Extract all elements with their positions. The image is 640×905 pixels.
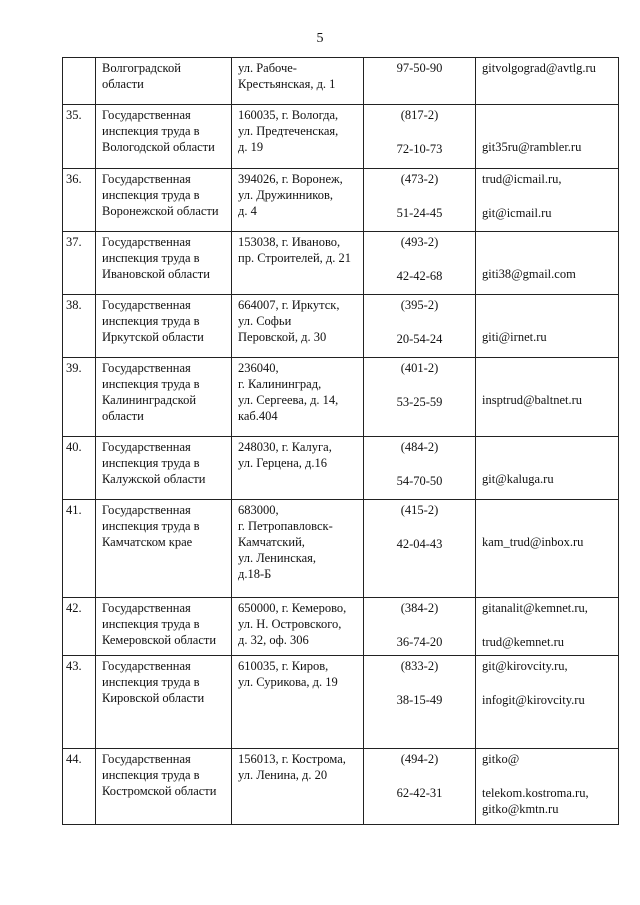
inspection-name-line: Иркутской области bbox=[102, 330, 204, 344]
inspection-name bbox=[96, 749, 232, 825]
inspection-email bbox=[476, 232, 619, 295]
inspection-name-line: Костромской области bbox=[102, 784, 217, 798]
inspection-address-line: ул. Софьи bbox=[238, 314, 292, 328]
inspection-name-line: области bbox=[102, 77, 144, 91]
inspection-name-line: Кемеровской области bbox=[102, 633, 217, 647]
inspection-email-line: git@kaluga.ru bbox=[482, 472, 554, 486]
inspection-email bbox=[476, 105, 619, 169]
inspection-email-line: giti38@gmail.com bbox=[482, 267, 576, 281]
inspection-name-line: инспекция труда в bbox=[102, 314, 200, 328]
inspection-address-line: Крестьянская, д. 1 bbox=[238, 77, 336, 91]
inspection-address bbox=[232, 169, 364, 232]
inspection-name bbox=[96, 656, 232, 749]
table-row bbox=[63, 105, 619, 169]
inspection-name-line: Государственная bbox=[102, 601, 191, 615]
inspection-address-line: ул. Ленина, д. 20 bbox=[238, 768, 328, 782]
inspection-email-line: insptrud@baltnet.ru bbox=[482, 393, 583, 407]
inspection-address-line: ул. Сергеева, д. 14, bbox=[238, 393, 339, 407]
inspection-name-line: Вологодской области bbox=[102, 140, 215, 154]
inspection-name-line: инспекция труда в bbox=[102, 519, 200, 533]
inspection-email-line: gitvolgograd@avtlg.ru bbox=[482, 61, 596, 75]
inspection-phone bbox=[364, 598, 476, 656]
inspection-name-line: Государственная bbox=[102, 235, 191, 249]
inspection-name bbox=[96, 232, 232, 295]
inspection-address-line: ул. Герцена, д.16 bbox=[238, 456, 327, 470]
inspection-name-line: Государственная bbox=[102, 659, 191, 673]
inspection-address-line: 156013, г. Кострома, bbox=[238, 752, 346, 766]
inspection-name-line: Кировской области bbox=[102, 691, 205, 705]
inspection-phone-line: (415-2) bbox=[400, 503, 439, 517]
inspection-address-line: д. 19 bbox=[238, 140, 264, 154]
inspection-phone bbox=[364, 295, 476, 358]
inspection-name-line: инспекция труда в bbox=[102, 617, 200, 631]
row-number: 37. bbox=[63, 232, 96, 295]
inspection-phone-line: 62-42-31 bbox=[396, 786, 443, 800]
inspection-phone-line: (494-2) bbox=[400, 752, 439, 766]
inspection-email-line: giti@irnet.ru bbox=[482, 330, 547, 344]
inspection-name-line: инспекция труда в bbox=[102, 377, 200, 391]
inspection-address bbox=[232, 58, 364, 105]
inspection-email bbox=[476, 358, 619, 437]
table-row bbox=[63, 295, 619, 358]
row-number: 42. bbox=[63, 598, 96, 656]
inspection-address bbox=[232, 749, 364, 825]
inspection-address-line: д.18-Б bbox=[238, 567, 272, 581]
inspection-phone-line: 20-54-24 bbox=[396, 332, 443, 346]
inspection-phone-line: 36-74-20 bbox=[396, 635, 443, 649]
inspection-name-line: Калужской области bbox=[102, 472, 206, 486]
inspection-phone bbox=[364, 749, 476, 825]
inspection-email-line: gitko@kmtn.ru bbox=[482, 802, 559, 816]
inspection-name-line: инспекция труда в bbox=[102, 768, 200, 782]
inspection-address-line: 664007, г. Иркутск, bbox=[238, 298, 340, 312]
row-number: 35. bbox=[63, 105, 96, 169]
inspection-email-line: infogit@kirovcity.ru bbox=[482, 693, 585, 707]
inspection-name-line: Камчатском крае bbox=[102, 535, 193, 549]
inspection-name-line: Государственная bbox=[102, 172, 191, 186]
inspection-name-line: Волгоградской bbox=[102, 61, 181, 75]
inspection-phone-line: (493-2) bbox=[400, 235, 439, 249]
inspection-phone bbox=[364, 232, 476, 295]
labor-inspection-table bbox=[62, 57, 619, 825]
inspection-address-line: ул. Сурикова, д. 19 bbox=[238, 675, 338, 689]
inspection-phone-line: 42-04-43 bbox=[396, 537, 443, 551]
table-row bbox=[63, 598, 619, 656]
inspection-address bbox=[232, 437, 364, 500]
inspection-address-line: ул. Ленинская, bbox=[238, 551, 317, 565]
row-number: 40. bbox=[63, 437, 96, 500]
inspection-address-line: 650000, г. Кемерово, bbox=[238, 601, 347, 615]
inspection-name-line: Воронежской области bbox=[102, 204, 219, 218]
inspection-name-line: Государственная bbox=[102, 440, 191, 454]
inspection-name bbox=[96, 598, 232, 656]
inspection-address-line: пр. Строителей, д. 21 bbox=[238, 251, 352, 265]
row-number: 41. bbox=[63, 500, 96, 598]
inspection-name-line: Государственная bbox=[102, 298, 191, 312]
table-row bbox=[63, 437, 619, 500]
inspection-name-line: Калининградской bbox=[102, 393, 197, 407]
inspection-name bbox=[96, 358, 232, 437]
inspection-email-line: kam_trud@inbox.ru bbox=[482, 535, 584, 549]
inspection-email-line: git@icmail.ru bbox=[482, 206, 552, 220]
table-row bbox=[63, 358, 619, 437]
inspection-email bbox=[476, 500, 619, 598]
inspection-address-line: д. 32, оф. 306 bbox=[238, 633, 309, 647]
inspection-address-line: 394026, г. Воронеж, bbox=[238, 172, 343, 186]
inspection-name bbox=[96, 500, 232, 598]
table-row bbox=[63, 58, 619, 105]
inspection-name-line: Государственная bbox=[102, 108, 191, 122]
inspection-name-line: области bbox=[102, 409, 144, 423]
inspection-email-line: telekom.kostroma.ru, bbox=[482, 786, 589, 800]
inspection-name bbox=[96, 437, 232, 500]
inspection-address-line: ул. Предтеченская, bbox=[238, 124, 339, 138]
inspection-phone-line: 54-70-50 bbox=[396, 474, 443, 488]
inspection-address-line: ул. Дружинников, bbox=[238, 188, 333, 202]
inspection-address-line: 160035, г. Вологда, bbox=[238, 108, 339, 122]
inspection-name bbox=[96, 169, 232, 232]
inspection-name-line: инспекция труда в bbox=[102, 675, 200, 689]
inspection-email-line: trud@kemnet.ru bbox=[482, 635, 564, 649]
inspection-address bbox=[232, 232, 364, 295]
inspection-email bbox=[476, 598, 619, 656]
inspection-phone bbox=[364, 500, 476, 598]
inspection-address-line: ул. Н. Островского, bbox=[238, 617, 342, 631]
inspection-address-line: 236040, bbox=[238, 361, 279, 375]
inspection-phone-line: (401-2) bbox=[400, 361, 439, 375]
table-row bbox=[63, 500, 619, 598]
inspection-email bbox=[476, 656, 619, 749]
inspection-address-line: 610035, г. Киров, bbox=[238, 659, 329, 673]
page-number: 5 bbox=[316, 31, 324, 46]
inspection-email bbox=[476, 437, 619, 500]
inspection-name bbox=[96, 58, 232, 105]
inspection-phone-line: 42-42-68 bbox=[396, 269, 443, 283]
inspection-phone-line: (384-2) bbox=[400, 601, 439, 615]
inspection-phone-line: (833-2) bbox=[400, 659, 439, 673]
inspection-email-line: gitko@ bbox=[482, 752, 520, 766]
inspection-email-line: git@kirovcity.ru, bbox=[482, 659, 568, 673]
inspection-name-line: инспекция труда в bbox=[102, 188, 200, 202]
table-row bbox=[63, 169, 619, 232]
inspection-address bbox=[232, 500, 364, 598]
inspection-phone-line: 72-10-73 bbox=[396, 142, 443, 156]
inspection-name-line: инспекция труда в bbox=[102, 456, 200, 470]
inspection-phone-line: (395-2) bbox=[400, 298, 439, 312]
inspection-address bbox=[232, 598, 364, 656]
inspection-email bbox=[476, 295, 619, 358]
inspection-address-line: г. Петропавловск- bbox=[238, 519, 333, 533]
row-number: 39. bbox=[63, 358, 96, 437]
inspection-email-line: trud@icmail.ru, bbox=[482, 172, 562, 186]
table-row bbox=[63, 749, 619, 825]
inspection-name bbox=[96, 105, 232, 169]
inspection-email-line: gitanalit@kemnet.ru, bbox=[482, 601, 588, 615]
inspection-address bbox=[232, 105, 364, 169]
inspection-phone-line: (484-2) bbox=[400, 440, 439, 454]
inspection-phone-line: 38-15-49 bbox=[396, 693, 443, 707]
inspection-email bbox=[476, 58, 619, 105]
inspection-phone-line: (473-2) bbox=[400, 172, 439, 186]
inspection-phone bbox=[364, 105, 476, 169]
inspection-email-line: git35ru@rambler.ru bbox=[482, 140, 582, 154]
table-row bbox=[63, 232, 619, 295]
inspection-phone-line: 97-50-90 bbox=[396, 61, 443, 75]
inspection-name-line: Государственная bbox=[102, 361, 191, 375]
inspection-address-line: Перовской, д. 30 bbox=[238, 330, 327, 344]
inspection-name bbox=[96, 295, 232, 358]
inspection-phone-line: (817-2) bbox=[400, 108, 439, 122]
inspection-phone bbox=[364, 358, 476, 437]
inspection-phone-line: 51-24-45 bbox=[396, 206, 443, 220]
inspection-address-line: каб.404 bbox=[238, 409, 278, 423]
inspection-address-line: 153038, г. Иваново, bbox=[238, 235, 341, 249]
inspection-name-line: инспекция труда в bbox=[102, 251, 200, 265]
row-number: 36. bbox=[63, 169, 96, 232]
inspection-address-line: Камчатский, bbox=[238, 535, 305, 549]
inspection-phone-line: 53-25-59 bbox=[396, 395, 443, 409]
inspection-address bbox=[232, 295, 364, 358]
inspection-phone bbox=[364, 169, 476, 232]
table-row bbox=[63, 656, 619, 749]
inspection-address-line: 248030, г. Калуга, bbox=[238, 440, 332, 454]
inspection-name-line: инспекция труда в bbox=[102, 124, 200, 138]
inspection-phone bbox=[364, 656, 476, 749]
inspection-name-line: Государственная bbox=[102, 503, 191, 517]
row-number: 44. bbox=[63, 749, 96, 825]
inspection-name-line: Ивановской области bbox=[102, 267, 210, 281]
inspection-address-line: г. Калининград, bbox=[238, 377, 322, 391]
inspection-name-line: Государственная bbox=[102, 752, 191, 766]
inspection-address bbox=[232, 656, 364, 749]
inspection-address-line: д. 4 bbox=[238, 204, 257, 218]
inspection-address-line: ул. Рабоче- bbox=[238, 61, 297, 75]
row-number: 43. bbox=[63, 656, 96, 749]
inspection-address bbox=[232, 358, 364, 437]
inspection-phone bbox=[364, 437, 476, 500]
row-number bbox=[63, 58, 96, 105]
inspection-phone bbox=[364, 58, 476, 105]
inspection-address-line: 683000, bbox=[238, 503, 279, 517]
inspection-email bbox=[476, 169, 619, 232]
inspection-email bbox=[476, 749, 619, 825]
row-number: 38. bbox=[63, 295, 96, 358]
